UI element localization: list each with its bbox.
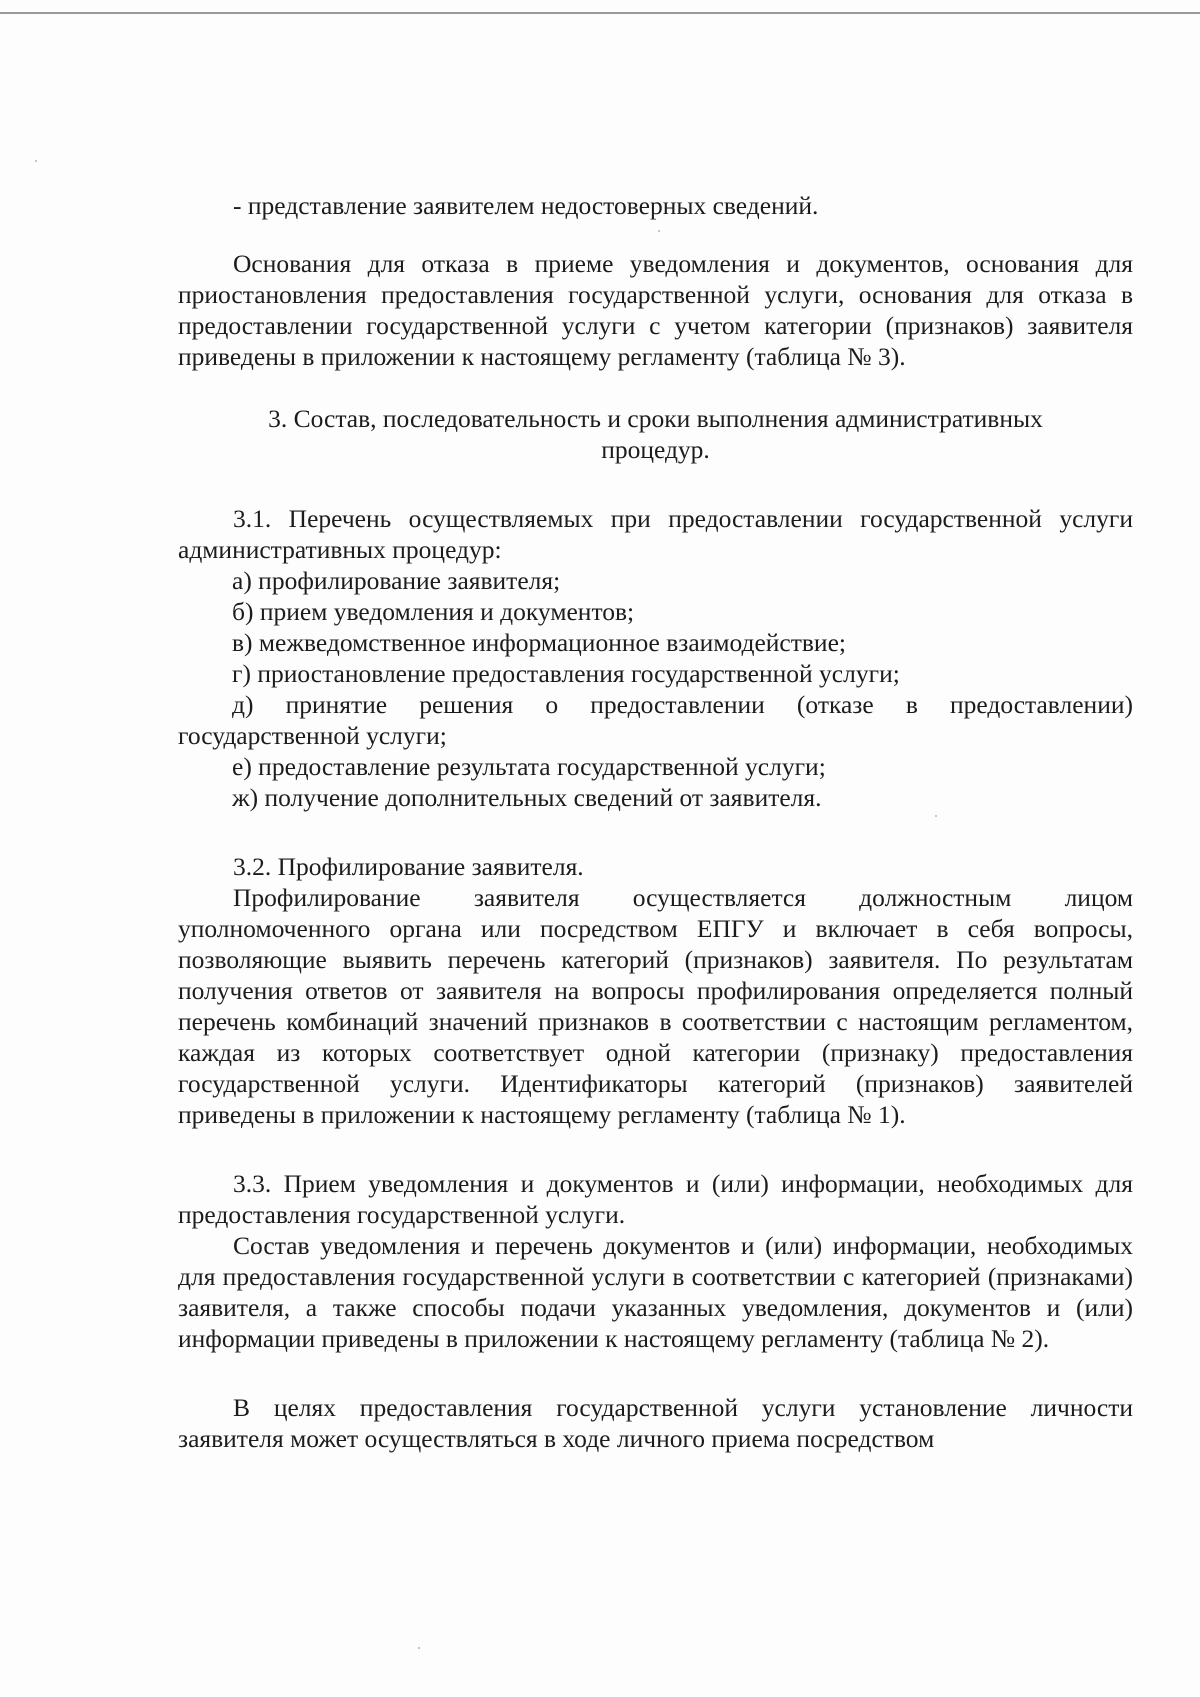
procedure-list-item: ж) получение дополнительных сведений от заявителя.	[232, 783, 822, 812]
section-3-3-title: 3.3. Прием уведомления и документов и (или) информации, необходимых для предоставления государственной услуги.	[178, 1169, 1133, 1229]
section-3-heading-line-1: 3. Состав, последовательность и сроки выполнения административных	[268, 404, 1043, 433]
procedure-list-item: в) межведомственное информационное взаимодействие;	[232, 628, 846, 657]
procedure-list-item: д) принятие решения о предоставлении (отказе в предоставлении) государственной услуги;	[178, 690, 1133, 750]
procedure-list-item: г) приостановление предоставления государственной услуги;	[232, 659, 900, 688]
section-3-3-body: Состав уведомления и перечень документов и (или) информации, необходимых для предоставления государственной услуги в соответствии с категорией (признаками) заявителя, а также способы подачи указанных уведомления, документов и (или) информации приведены в приложении к настоящему регламенту (таблица № 2).	[178, 1231, 1133, 1353]
section-3-heading-line-2: процедур.	[601, 435, 710, 464]
procedure-list-item: а) профилирование заявителя;	[232, 566, 561, 595]
scan-speck	[935, 815, 937, 817]
section-3-2-body: Профилирование заявителя осуществляется должностным лицом уполномоченного органа или посредством ЕПГУ и включает в себя вопросы, позволяющие выявить перечень категорий (признаков) заявителя. По результатам получения ответов от заявителя на вопросы профилирования определяется полный перечень комбинаций значений признаков в соответствии с настоящим регламентом, каждая из которых соответствует одной категории (признаку) предоставления государственной услуги. Идентификаторы категорий (признаков) заявителей приведены в приложении к настоящему регламенту (таблица № 1).	[178, 883, 1133, 1129]
procedure-list-item: б) прием уведомления и документов;	[232, 597, 635, 626]
identity-verification-paragraph: В целях предоставления государственной услуги установление личности заявителя может осуществляться в ходе личного приема посредством	[178, 1393, 1133, 1453]
scan-speck	[658, 230, 660, 232]
refusal-grounds-paragraph: Основания для отказа в приеме уведомления и документов, основания для приостановления предоставления государственной услуги, основания для отказа в предоставлении государственной услуги с учетом категории (признаков) заявителя приведены в приложении к настоящему регламенту (таблица № 3).	[178, 249, 1133, 371]
refusal-reason-item: - представление заявителем недостоверных сведений.	[233, 191, 819, 220]
scan-top-edge-line	[0, 12, 1200, 14]
scan-speck	[35, 160, 37, 162]
section-3-2-title: 3.2. Профилирование заявителя.	[233, 852, 584, 881]
scan-speck	[418, 1647, 420, 1649]
section-3-1-intro: 3.1. Перечень осуществляемых при предоставлении государственной услуги административных процедур:	[178, 504, 1133, 564]
procedure-list-item: е) предоставление результата государственной услуги;	[232, 752, 826, 781]
document-body	[178, 190, 1133, 1454]
